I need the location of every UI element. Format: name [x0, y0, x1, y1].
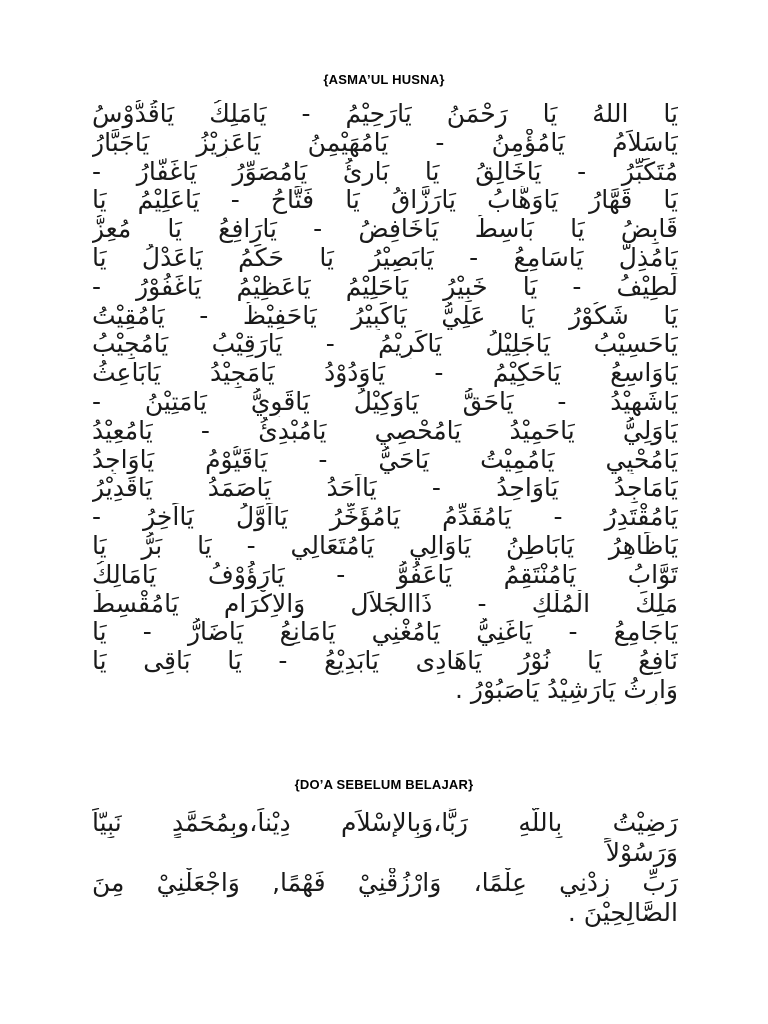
text-line: رَبِّ زِدْنِي عِلْمًا، وَارْزُقْنِيْ فَهْمًا, وَاجْعَلْنِيْ مِنَ — [92, 868, 678, 897]
text-line: وَرَسُوْلاً — [605, 838, 678, 867]
text-line: مُتَكَبِّرُ - يَاخَالِقُ يَا بَارِئُ يَامُصَوِّرُ يَاغَفَّارُ - — [92, 157, 678, 186]
text-line: يَاحَسِيْبُ يَاجَلِيْلُ يَاكَرِيْمُ - يَارَقِيْبُ يَامُجِيْبُ — [92, 330, 678, 359]
text-line: نَافِعُ يَا نُوْرُ يَاهَادِى يَابَدِيْعُ - يَا بَاقِى يَا — [92, 647, 678, 676]
text-line: تَوَّابُ يَامُنْتَقِمُ يَاعَفُوُّ - يَارَؤُوْفُ يَامَالِكُ — [92, 560, 678, 589]
text-line: يَا قَهَّارُ يَاوَهَّابُ يَارَزَّاقُ يَا فَتَّاحُ - يَاعَلِيْمُ يَا — [92, 186, 678, 215]
asmaul-husna-text — [92, 100, 678, 705]
doa-sebelum-belajar-title: {DO’A SEBELUM BELAJAR} — [294, 777, 474, 792]
text-line: يَا شَكُوْرُ يَا عَلِيُّ يَاكَبِيْرُ يَاحَفِيْظُ - يَامُقِيْتُ — [92, 301, 678, 330]
text-line: يَا اللهُ يَا رَحْمَنُ يَارَحِيْمُ - يَامَلِكُ يَاقُدُّوْسُ — [92, 100, 678, 128]
text-line: قَابِضُ يَا بَاسِطُ يَاخَافِضُ - يَارَافِعُ يَا مُعِزُّ — [92, 215, 678, 244]
text-line: رَضِيْتُ بِاللّهِ رَبًّا،وَبِالإِسْلاَمِ دِيْناً،وبِمُحَمَّدٍ نَبِيّاً — [92, 808, 678, 837]
text-line: يَامَاجِدُ يَاوَاحِدُ - يَااَحَدُ يَاصَمَدُ يَاقَدِيْرُ — [92, 474, 678, 503]
text-line: لَطِيْفُ - يَا خَبِيْرُ يَاحَلِيْمُ يَاعَظِيْمُ يَاغَفُوْرُ - — [92, 272, 678, 301]
text-line: يَاظَاهِرُ يَابَاطِنُ يَاوَالِي يَامُتَعَالِي - يَا بَرُّ يَا — [92, 531, 678, 560]
text-line: يَاسَلاَمُ يَامُؤْمِنُ - يَامُهَيْمِنُ يَاعَزِيْزُ يَاجَبَّارُ — [92, 128, 678, 157]
asmaul-husna-title: {ASMA’UL HUSNA} — [323, 72, 445, 87]
text-line: يَاجَامِعُ - يَاغَنِيُّ يَامُغْنِي يَامَانِعُ يَاضَارُّ - يَا — [92, 618, 678, 647]
doa-text — [92, 808, 678, 928]
text-line: يَاوَلِيُّ يَاحَمِيْدُ يَامُحْصِي يَامُبْدِئُ - يَامُعِيْدُ — [92, 416, 678, 445]
text-line: يَاشَهِيْدُ - يَاحَقُّ يَاوَكِيْلُ يَاقَوِيُّ يَامَتِيْنُ - — [92, 387, 678, 416]
text-line: يَامُقْتَدِرُ - يَامُقَدِّمُ يَامُؤَخِّرُ يَااَوَّلُ يَااَخِرُ - — [92, 503, 678, 532]
text-line: يَاوَاسِعُ يَاحَكِيْمُ - يَاوَدُوْدُ يَامَجِيْدُ يَابَاعِثُ — [92, 359, 678, 388]
text-line: مَلِكَ الْمُلْكِ - ذَاالجَلاَلِ وَالاِكْرَامِ يَامُقْسِطُ — [92, 589, 678, 618]
text-line: يَامُذِلُّ يَاسَامِعُ - يَابَصِيْرُ يَا حَكَمُ يَاعَدْلُ يَا — [92, 243, 678, 272]
text-line: الصَّالِحِيْنَ . — [567, 898, 678, 927]
text-line: وَارِثُ يَارَشِيْدُ يَاصَبُوْرُ . — [454, 675, 678, 704]
text-line: يَامُحْيِي يَامُمِيْتُ يَاحَيُّ - يَاقَيُّوْمُ يَاوَاجِدُ — [92, 445, 678, 474]
